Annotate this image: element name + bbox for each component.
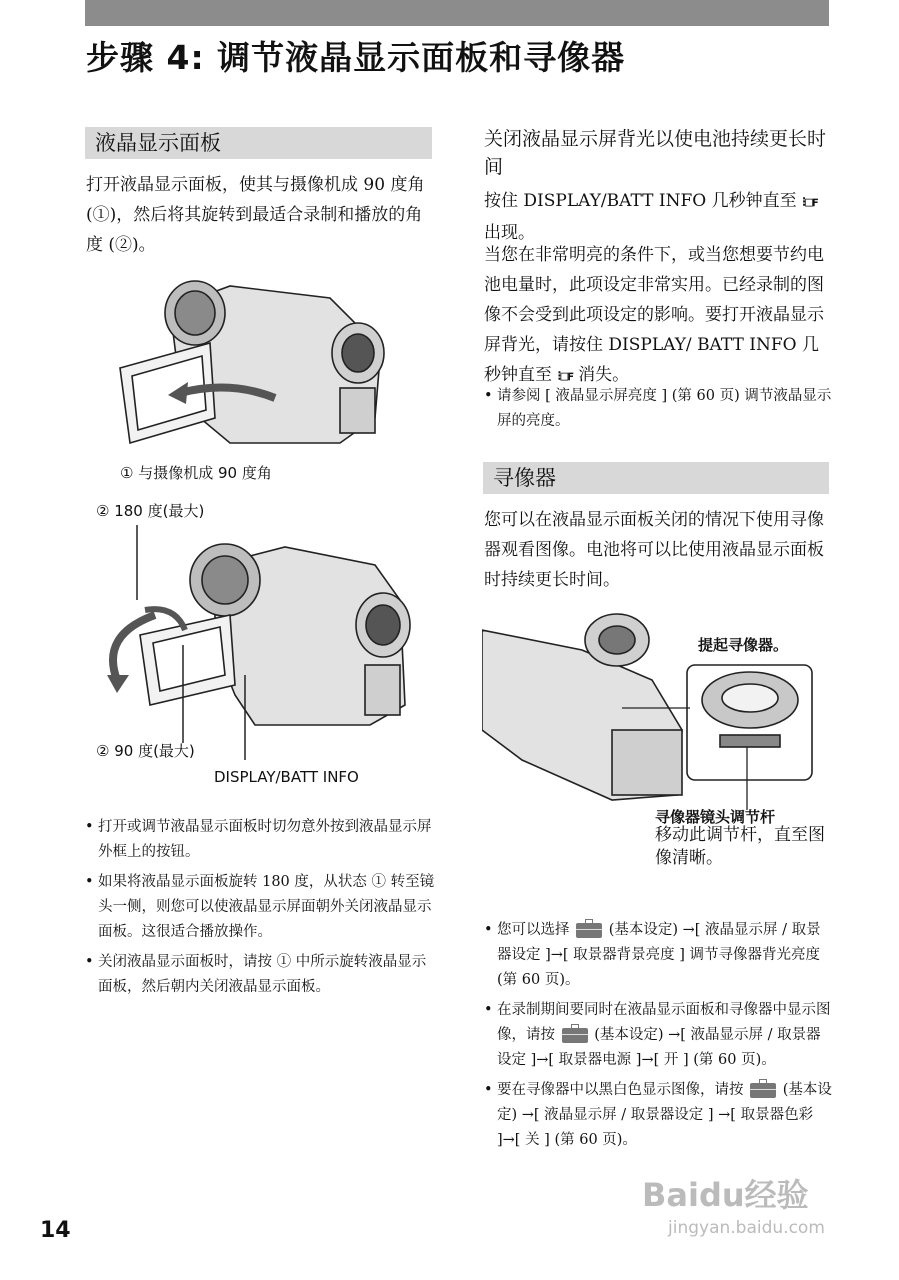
viewfinder-notes — [484, 918, 832, 1158]
viewfinder-lever-caption: 寻像器镜头调节杆 — [655, 808, 776, 826]
lcd-caption-90-max: ② 90 度(最大) — [96, 742, 195, 760]
backlight-para-1-b: 出现。 — [484, 223, 535, 243]
camcorder-lcd-rotate-illustration — [95, 525, 425, 765]
backlight-heading: 关闭液晶显示屏背光以使电池持续更长时间 — [484, 128, 827, 178]
backlight-para-1-a: 按住 DISPLAY/BATT INFO 几秒钟直至 — [484, 191, 797, 211]
toolbox-icon — [750, 1083, 776, 1098]
lcd-caption-180: ② 180 度(最大) — [96, 502, 205, 520]
display-batt-info-label: DISPLAY/BATT INFO — [214, 768, 359, 786]
lcd-note-2: • 如果将液晶显示面板旋转 180 度，从状态 ① 转至镜头一侧，则您可以使液晶显示屏面朝外关闭液晶显示面板。这很适合播放操作。 — [85, 870, 435, 945]
lcd-intro: 打开液晶显示面板，使其与摄像机成 90 度角 (①)，然后将其旋转到最适合录制和播放的角度 (②)。 — [86, 175, 425, 255]
viewfinder-note-2-b: (基本设定) →[ 液晶显示屏 / 取景器设定 ]→[ 取景器电源 ]→[ 开 ] (第 60 页)。 — [497, 1027, 821, 1068]
viewfinder-note-3 — [484, 1078, 832, 1153]
backlight-para-2-a: 当您在非常明亮的条件下，或当您想要节约电池电量时，此项设定非常实用。已经录制的图像不会受到此项设定的影响。要打开液晶显示屏背光，请按住 DISPLAY/ BATT INFO 几秒钟直至 — [484, 245, 824, 385]
page-title: 步骤 4: 调节液晶显示面板和寻像器 — [86, 38, 626, 77]
page-number: 14 — [40, 1218, 71, 1243]
lcd-backlight-off-icon: ⁝□ꜰ — [557, 369, 573, 384]
lcd-note-1: • 打开或调节液晶显示面板时切勿意外按到液晶显示屏外框上的按钮。 — [85, 815, 435, 865]
viewfinder-note-1-a: 您可以选择 — [497, 922, 570, 938]
viewfinder-intro: 您可以在液晶显示面板关闭的情况下使用寻像器观看图像。电池将可以比使用液晶显示面板时持续更长时间。 — [484, 510, 824, 590]
toolbox-icon — [576, 923, 602, 938]
lcd-backlight-off-icon: ⁝□ꜰ — [802, 195, 818, 210]
lcd-heading: 液晶显示面板 — [85, 127, 432, 159]
watermark-logo: Baidu经验 — [642, 1176, 809, 1214]
viewfinder-note-3-a: 要在寻像器中以黑白色显示图像，请按 — [497, 1082, 744, 1098]
backlight-note-1: • 请参阅 [ 液晶显示屏亮度 ] (第 60 页) 调节液晶显示屏的亮度。 — [484, 384, 832, 434]
viewfinder-note-1-b: (基本设定) →[ 液晶显示屏 / 取景器设定 ]→[ 取景器背景亮度 ] 调节寻像器背光亮度(第 60 页)。 — [497, 922, 821, 988]
viewfinder-note-3-b: (基本设定) →[ 液晶显示屏 / 取景器设定 ] →[ 取景器色彩 ]→[ 关 ] (第 60 页)。 — [497, 1082, 832, 1148]
viewfinder-note-2 — [484, 998, 832, 1073]
watermark-url: jingyan.baidu.com — [668, 1218, 825, 1238]
backlight-para-2 — [484, 240, 832, 392]
viewfinder-note-2-a: 在录制期间要同时在液晶显示面板和寻像器中显示图像，请按 — [497, 1002, 831, 1043]
backlight-notes — [484, 384, 832, 439]
viewfinder-note-1 — [484, 918, 832, 993]
toolbox-icon — [562, 1028, 588, 1043]
lcd-note-3: • 关闭液晶显示面板时，请按 ① 中所示旋转液晶显示面板，然后朝内关闭液晶显示面板。 — [85, 950, 435, 1000]
top-bar — [85, 0, 829, 26]
viewfinder-heading: 寻像器 — [483, 462, 829, 494]
viewfinder-lever-desc: 移动此调节杆，直至图像清晰。 — [655, 825, 825, 868]
lcd-caption-90: ① 与摄像机成 90 度角 — [120, 464, 272, 482]
camcorder-lcd-open-illustration — [110, 268, 410, 458]
viewfinder-lift-caption: 提起寻像器。 — [698, 636, 789, 654]
lcd-notes — [85, 815, 435, 1005]
backlight-para-2-b: 消失。 — [578, 365, 630, 385]
backlight-para-1 — [484, 186, 832, 248]
